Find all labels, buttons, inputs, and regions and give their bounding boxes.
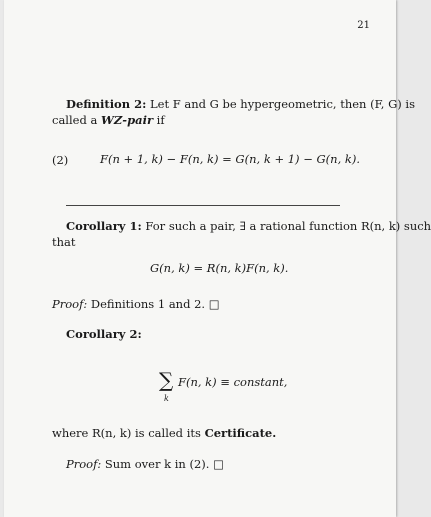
certificate-term: Certificate. <box>204 426 277 440</box>
proof1-text: Definitions 1 and 2. □ <box>90 297 220 311</box>
corollary2-label: Corollary 2: <box>66 327 142 341</box>
corollary1-formula: G(n, k) = R(n, k)F(n, k). <box>150 261 289 275</box>
summation-index: k <box>164 394 169 403</box>
horizontal-rule <box>66 205 340 206</box>
corollary1-line-1 <box>66 218 431 235</box>
corollary1-label: Corollary 1: <box>66 219 142 233</box>
definition-label: Definition 2: <box>66 97 147 111</box>
definition-line-2 <box>52 112 165 129</box>
corollary1-text: For such a pair, ∃ a rational function R(n, k) such <box>145 219 431 233</box>
summation-symbol: ∑ <box>159 368 174 392</box>
page-number: 21 <box>357 20 370 31</box>
wz-pair-term: WZ-pair <box>101 113 154 127</box>
definition-text-suffix: if <box>156 113 165 127</box>
proof1-line <box>52 296 220 313</box>
definition-text: Let F and G be hypergeometric, then (F, G) is <box>150 97 416 111</box>
equation-number: (2) <box>52 153 69 167</box>
document-page <box>4 0 431 517</box>
definition-text-prefix: called a <box>52 113 98 127</box>
corollary1-line-2: that <box>52 235 76 249</box>
equation-2-formula: F(n + 1, k) − F(n, k) = G(n, k + 1) − G(n, k). <box>100 152 360 166</box>
proof2-text: Sum over k in (2). □ <box>104 457 224 471</box>
proof1-label: Proof: <box>52 297 88 311</box>
corollary2-formula: F(n, k) ≡ constant, <box>178 375 288 389</box>
proof2-line <box>66 456 224 473</box>
proof2-label: Proof: <box>66 457 102 471</box>
certificate-line <box>52 425 276 442</box>
certificate-text: where R(n, k) is called its <box>52 426 201 440</box>
definition-line-1 <box>66 96 415 113</box>
